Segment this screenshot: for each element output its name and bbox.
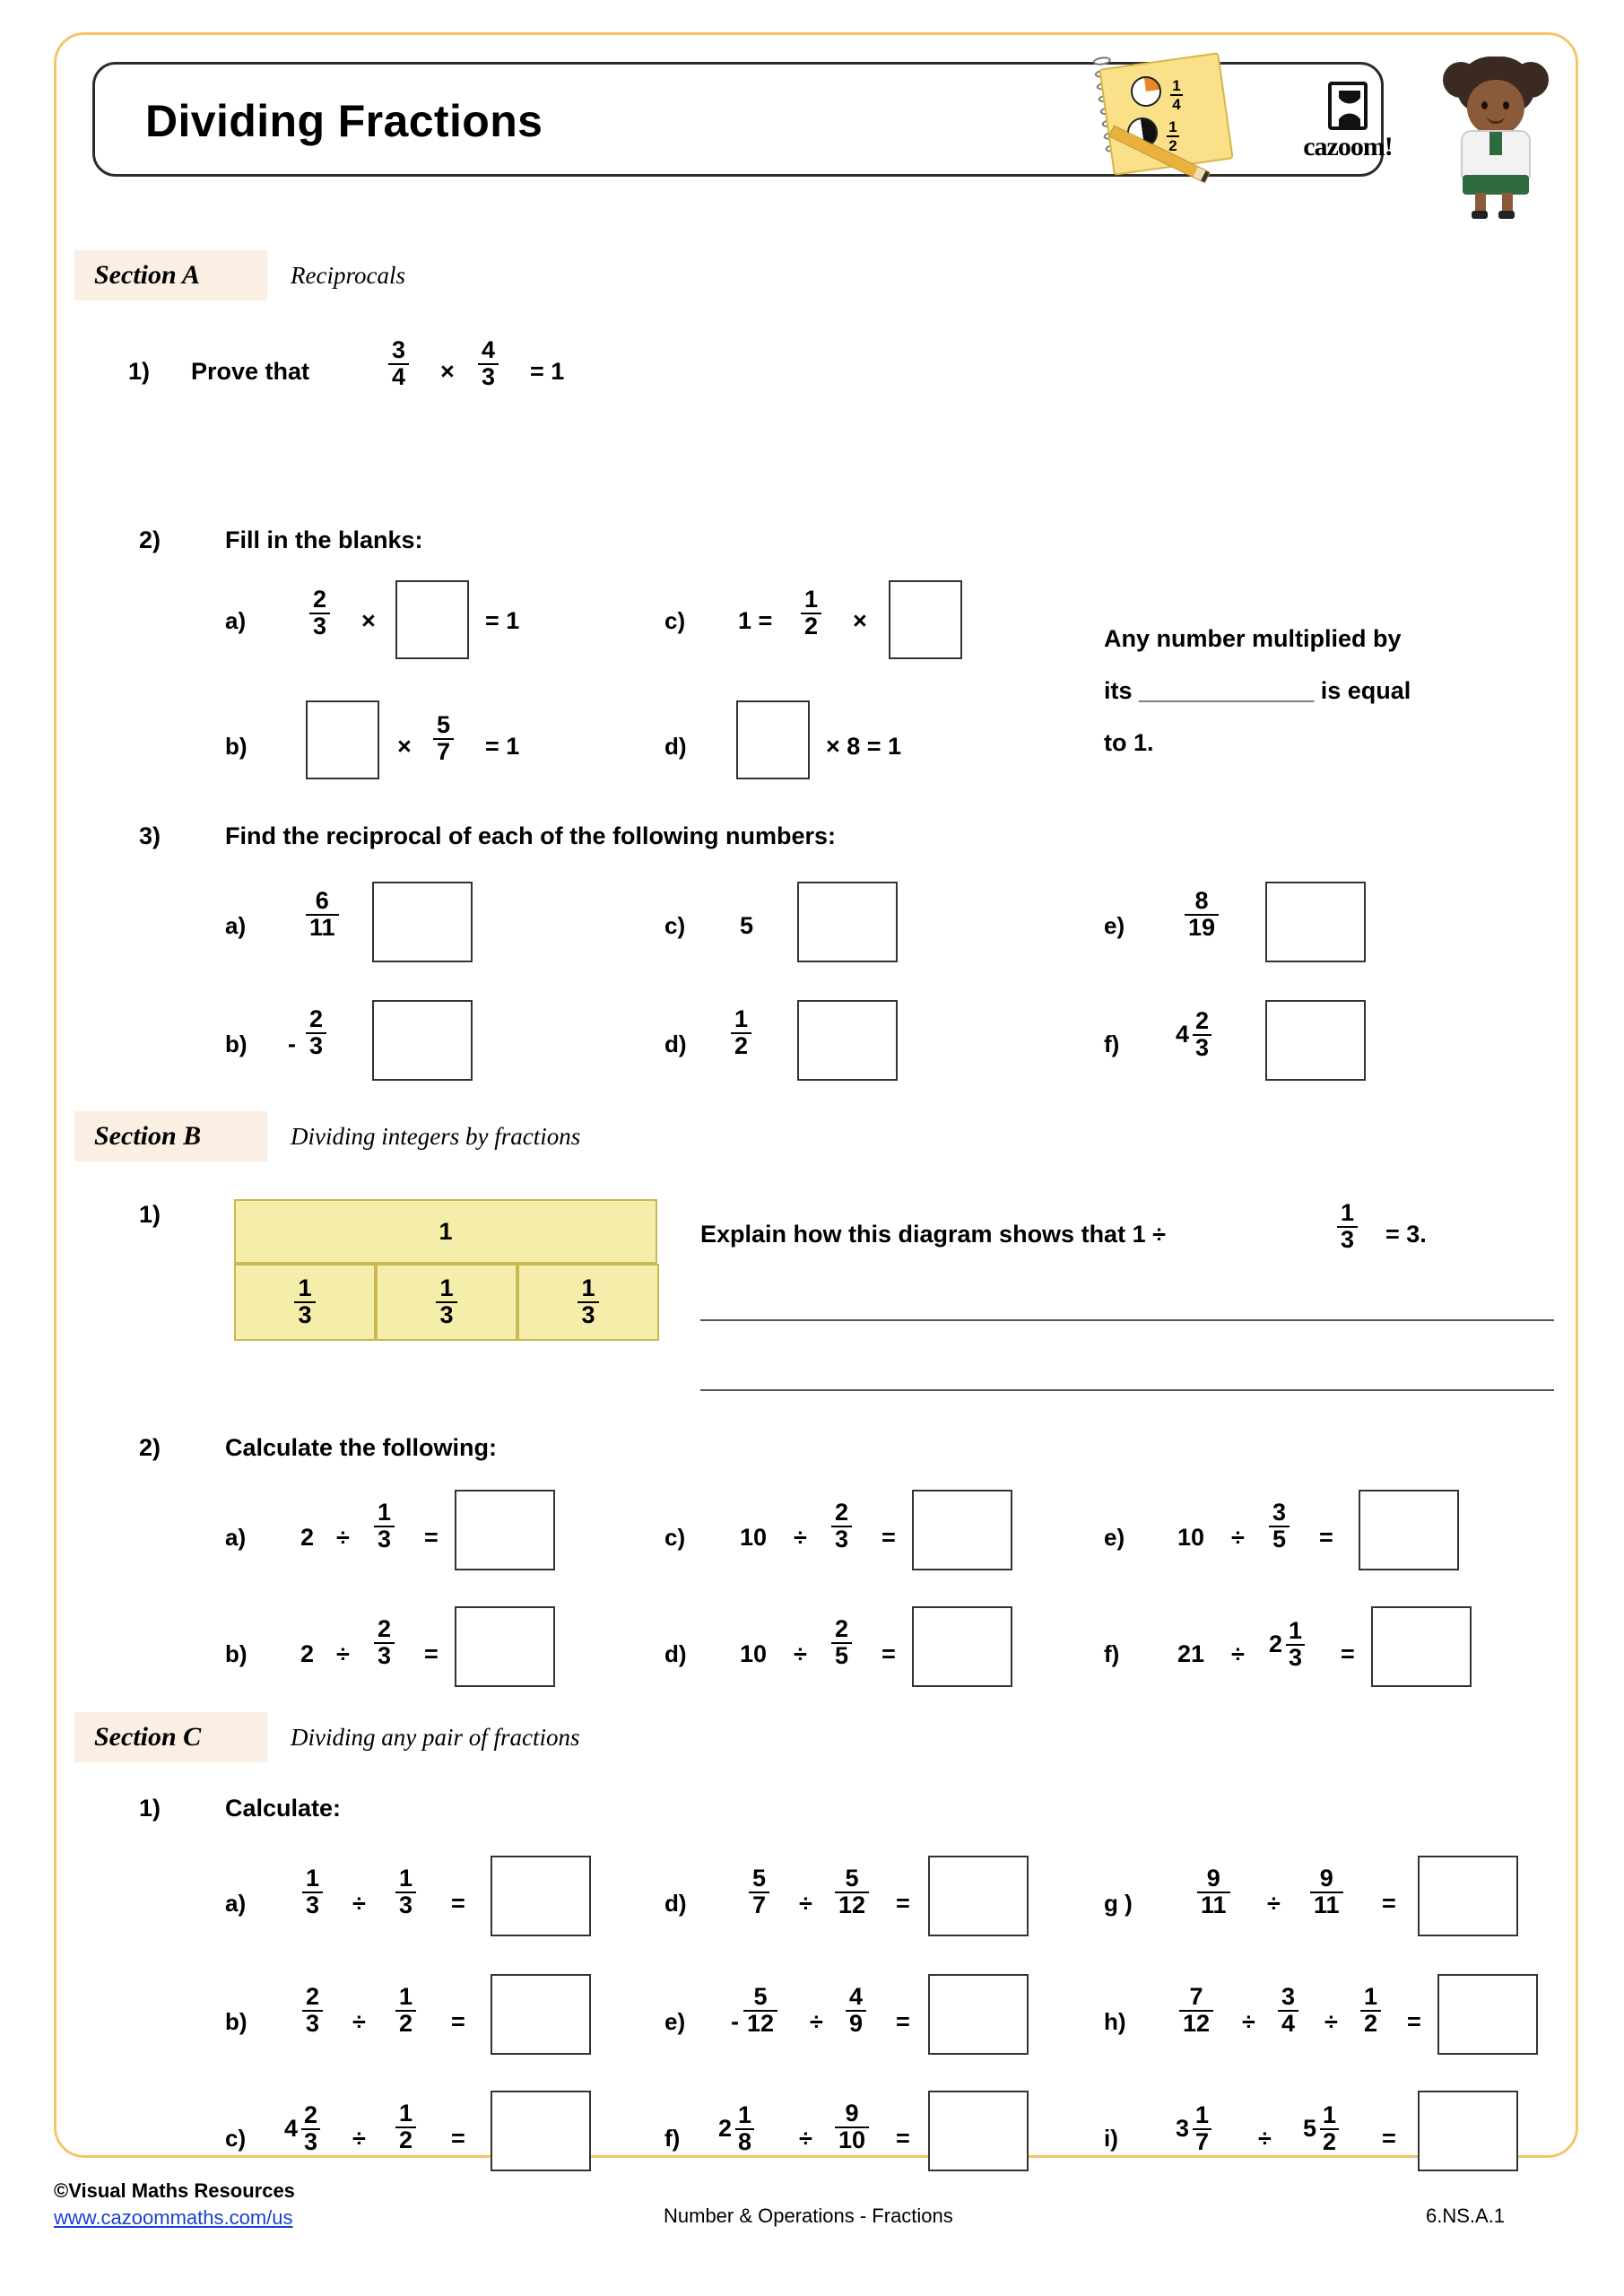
footer-copyright-block xyxy=(54,2179,295,2230)
qc1-number: 1) xyxy=(139,1795,161,1822)
qc1a-fraction-2: $\frac{1}{3}$ xyxy=(395,1866,416,1918)
qb2b-whole: 2 xyxy=(300,1640,315,1667)
qb2f-mixed-number: 2 $\frac{1}{3}$ xyxy=(1269,1619,1305,1670)
qc1g-label: g ) xyxy=(1104,1890,1133,1917)
qc1f-answer-box[interactable] xyxy=(928,2091,1029,2171)
qa2-note-line2: its _____________ is equal xyxy=(1104,677,1411,704)
qa3a-label: a) xyxy=(225,912,247,939)
qb2-text: Calculate the following: xyxy=(225,1434,498,1461)
qa2-number: 2) xyxy=(139,526,161,553)
qc1f-op: ÷ xyxy=(799,2125,812,2152)
qc1b-answer-box[interactable] xyxy=(491,1974,591,2055)
qb2e-whole: 10 xyxy=(1177,1524,1205,1551)
qa2b-answer-box[interactable] xyxy=(306,700,379,779)
qc1h-op: ÷ xyxy=(1242,2008,1255,2035)
qa3b-sign: - xyxy=(288,1031,296,1057)
qc1h-fraction-2: $\frac{3}{4}$ xyxy=(1278,1985,1298,2036)
qc1d-answer-box[interactable] xyxy=(928,1856,1029,1936)
qb2d-label: d) xyxy=(664,1640,687,1667)
section-b-subtitle: Dividing integers by fractions xyxy=(291,1122,581,1150)
qa3d-answer-box[interactable] xyxy=(797,1000,898,1081)
qa2b-equals: = 1 xyxy=(485,733,520,760)
qa2d-op: × 8 = 1 xyxy=(826,733,902,760)
qb2e-answer-box[interactable] xyxy=(1359,1490,1459,1570)
qa1-fraction-1: $\frac{3}{4}$ xyxy=(388,338,409,389)
page-title: Dividing Fractions xyxy=(145,96,543,146)
section-c-header xyxy=(74,1712,1563,1762)
qb2a-fraction: $\frac{1}{3}$ xyxy=(374,1500,395,1552)
qb2f-answer-box[interactable] xyxy=(1371,1606,1472,1687)
qa3-number: 3) xyxy=(139,822,161,849)
qb2e-equals: = xyxy=(1319,1524,1333,1551)
qa2-note-line1: Any number multiplied by xyxy=(1104,625,1402,652)
qa3c-value: 5 xyxy=(740,912,754,939)
qc1d-label: d) xyxy=(664,1890,687,1917)
qc1c-op: ÷ xyxy=(352,2125,366,2152)
qc1a-equals: = xyxy=(451,1890,465,1917)
qb1-prompt-post: = 3. xyxy=(1385,1221,1427,1248)
qa2a-fraction: $\frac{2}{3}$ xyxy=(309,587,330,639)
qc1b-fraction-2: $\frac{1}{2}$ xyxy=(395,1985,416,2036)
qb2-number: 2) xyxy=(139,1434,161,1461)
qa2a-answer-box[interactable] xyxy=(395,580,469,659)
qb1-number: 1) xyxy=(139,1201,161,1228)
qc1h-label: h) xyxy=(1104,2008,1126,2035)
qc1h-equals: = xyxy=(1407,2008,1421,2035)
section-a-tag: Section A xyxy=(74,250,267,300)
qa2b-label: b) xyxy=(225,733,248,760)
footer-copyright: ©Visual Maths Resources xyxy=(54,2179,295,2202)
qb2b-op: ÷ xyxy=(336,1640,350,1667)
hourglass-icon xyxy=(1328,82,1368,130)
qc1b-equals: = xyxy=(451,2008,465,2035)
qc1b-label: b) xyxy=(225,2008,248,2035)
qc1e-answer-box[interactable] xyxy=(928,1974,1029,2055)
qc1h-op2: ÷ xyxy=(1324,2008,1338,2035)
qc1b-fraction-1: $\frac{2}{3}$ xyxy=(302,1985,323,2036)
qc1a-fraction-1: $\frac{1}{3}$ xyxy=(302,1866,323,1918)
qb2f-whole: 21 xyxy=(1177,1640,1205,1667)
qa3a-fraction: $\frac{6}{11}$ xyxy=(306,889,339,940)
footer-website-link[interactable]: www.cazoommaths.com/us xyxy=(54,2206,293,2229)
section-c-subtitle: Dividing any pair of fractions xyxy=(291,1723,580,1751)
qc1d-fraction-2: $\frac{5}{12}$ xyxy=(835,1866,869,1918)
qb2f-label: f) xyxy=(1104,1640,1120,1667)
qb2d-fraction: $\frac{2}{5}$ xyxy=(831,1617,852,1668)
qc1a-answer-box[interactable] xyxy=(491,1856,591,1936)
footer-topic: Number & Operations - Fractions xyxy=(664,2205,953,2227)
qc1i-mixed-number-1: 3 $\frac{1}{7}$ xyxy=(1176,2103,1211,2154)
notepad-fraction-half xyxy=(1167,119,1179,153)
qa2c-op: × xyxy=(853,607,867,634)
qb2b-fraction: $\frac{2}{3}$ xyxy=(374,1617,395,1668)
qc1g-fraction-1: $\frac{9}{11}$ xyxy=(1197,1866,1230,1918)
qb2c-label: c) xyxy=(664,1524,686,1551)
qb2a-op: ÷ xyxy=(336,1524,350,1551)
qb2a-label: a) xyxy=(225,1524,247,1551)
qc1c-answer-box[interactable] xyxy=(491,2091,591,2171)
qc1g-equals: = xyxy=(1382,1890,1396,1917)
qc1c-equals: = xyxy=(451,2125,465,2152)
qc1c-fraction-2: $\frac{1}{2}$ xyxy=(395,2101,416,2152)
qc1g-fraction-2: $\frac{9}{11}$ xyxy=(1310,1866,1343,1918)
qb2c-whole: 10 xyxy=(740,1524,768,1551)
qa3b-label: b) xyxy=(225,1031,248,1057)
qa2b-op: × xyxy=(397,733,412,760)
quarter-denominator: 4 xyxy=(1172,96,1181,113)
qb2b-equals: = xyxy=(424,1640,439,1667)
qc1a-op: ÷ xyxy=(352,1890,366,1917)
qa3a-answer-box[interactable] xyxy=(372,882,473,962)
qa3e-label: e) xyxy=(1104,912,1125,939)
logo-text: cazoom! xyxy=(1303,132,1393,161)
qa1-number: 1) xyxy=(128,358,151,385)
qc1i-mixed-number-2: 5 $\frac{1}{2}$ xyxy=(1303,2103,1339,2154)
diagram-third-cell-3: $\frac{1}{3}$ xyxy=(517,1264,659,1341)
qa3f-answer-box[interactable] xyxy=(1265,1000,1366,1081)
qc1i-label: i) xyxy=(1104,2125,1118,2152)
qc1e-equals: = xyxy=(896,2008,910,2035)
mascot-illustration xyxy=(1437,53,1554,214)
qa2a-equals: = 1 xyxy=(485,607,520,634)
qa3b-answer-box[interactable] xyxy=(372,1000,473,1081)
qa2d-label: d) xyxy=(664,733,687,760)
diagram-third-cell-2: $\frac{1}{3}$ xyxy=(376,1264,517,1341)
qc1c-mixed-number: 4 $\frac{2}{3}$ xyxy=(284,2103,320,2154)
qc1g-answer-box[interactable] xyxy=(1418,1856,1518,1936)
qb2d-whole: 10 xyxy=(740,1640,768,1667)
section-a-subtitle: Reciprocals xyxy=(291,261,405,289)
qa1-times: × xyxy=(440,358,455,385)
qc1f-mixed-number: 2 $\frac{1}{8}$ xyxy=(718,2103,754,2154)
section-b-tag: Section B xyxy=(74,1111,267,1161)
qb2a-equals: = xyxy=(424,1524,439,1551)
qc1d-op: ÷ xyxy=(799,1890,812,1917)
qa3e-answer-box[interactable] xyxy=(1265,882,1366,962)
qc1b-op: ÷ xyxy=(352,2008,366,2035)
qa3f-label: f) xyxy=(1104,1031,1120,1057)
qa1-text: Prove that xyxy=(191,358,310,385)
qa3d-label: d) xyxy=(664,1031,687,1057)
qb1-prompt-fraction: $\frac{1}{3}$ xyxy=(1337,1201,1358,1252)
qc1d-fraction-1: $\frac{5}{7}$ xyxy=(749,1866,769,1918)
qa3e-fraction: $\frac{8}{19}$ xyxy=(1185,889,1219,940)
qb2c-fraction: $\frac{2}{3}$ xyxy=(831,1500,852,1552)
qb1-prompt-pre: Explain how this diagram shows that 1 ÷ xyxy=(700,1221,1166,1248)
footer-standard-code: 6.NS.A.1 xyxy=(1426,2205,1506,2227)
qc1e-fraction-2: $\frac{4}{9}$ xyxy=(846,1985,866,2036)
qb2b-label: b) xyxy=(225,1640,248,1667)
qa2c-label: c) xyxy=(664,607,686,634)
qc1d-equals: = xyxy=(896,1890,910,1917)
qa3-text: Find the reciprocal of each of the following numbers: xyxy=(225,822,837,849)
qb1-answer-line-1[interactable] xyxy=(700,1319,1554,1321)
qc1c-label: c) xyxy=(225,2125,247,2152)
cazoom-logo xyxy=(1276,82,1420,171)
qa2d-answer-box[interactable] xyxy=(736,700,810,779)
diagram-whole-cell: 1 xyxy=(234,1199,657,1264)
qb2c-answer-box[interactable] xyxy=(912,1490,1012,1570)
qa2c-answer-box[interactable] xyxy=(889,580,962,659)
section-b-header xyxy=(74,1111,1563,1161)
qa2c-lead: 1 = xyxy=(738,607,773,634)
qc1e-fraction-1: $\frac{5}{12}$ xyxy=(743,1985,777,2036)
qa2b-fraction: $\frac{5}{7}$ xyxy=(433,713,454,764)
qa2-text: Fill in the blanks: xyxy=(225,526,423,553)
qa2a-op: × xyxy=(361,607,376,634)
qa2a-label: a) xyxy=(225,607,247,634)
qc1e-sign: - xyxy=(731,2008,739,2035)
qc1h-fraction-1: $\frac{7}{12}$ xyxy=(1179,1985,1213,2036)
notepad-icon xyxy=(1088,51,1240,186)
qa2c-fraction: $\frac{1}{2}$ xyxy=(801,587,821,639)
qc1f-label: f) xyxy=(664,2125,681,2152)
qb2d-answer-box[interactable] xyxy=(912,1606,1012,1687)
qc1a-label: a) xyxy=(225,1890,247,1917)
half-numerator: 1 xyxy=(1168,118,1177,135)
qa1-fraction-2: $\frac{4}{3}$ xyxy=(478,338,499,389)
half-denominator: 2 xyxy=(1168,137,1177,154)
qb2f-equals: = xyxy=(1341,1640,1355,1667)
qc1i-equals: = xyxy=(1382,2125,1396,2152)
qa1-equals: = 1 xyxy=(530,358,565,385)
qb2c-equals: = xyxy=(881,1524,896,1551)
qc1e-label: e) xyxy=(664,2008,686,2035)
diagram-third-cell-1: $\frac{1}{3}$ xyxy=(234,1264,376,1341)
qb2e-op: ÷ xyxy=(1231,1524,1245,1551)
qc1i-op: ÷ xyxy=(1258,2125,1272,2152)
qc1f-fraction-2: $\frac{9}{10}$ xyxy=(835,2101,869,2152)
qb2b-answer-box[interactable] xyxy=(455,1606,555,1687)
qa2-note-line3: to 1. xyxy=(1104,729,1154,756)
worksheet-page xyxy=(54,32,1578,2158)
qb2d-op: ÷ xyxy=(794,1640,807,1667)
qc1f-equals: = xyxy=(896,2125,910,2152)
qa3c-label: c) xyxy=(664,912,686,939)
qb2a-answer-box[interactable] xyxy=(455,1490,555,1570)
qb2f-op: ÷ xyxy=(1231,1640,1245,1667)
qa3c-answer-box[interactable] xyxy=(797,882,898,962)
qa3f-mixed-number: 4 $\frac{2}{3}$ xyxy=(1176,1009,1211,1060)
qa3d-fraction: $\frac{1}{2}$ xyxy=(731,1007,751,1058)
qb2d-equals: = xyxy=(881,1640,896,1667)
qc1h-fraction-3: $\frac{1}{2}$ xyxy=(1360,1985,1381,2036)
qc1e-op: ÷ xyxy=(810,2008,823,2035)
quarter-numerator: 1 xyxy=(1172,77,1181,94)
qb2c-op: ÷ xyxy=(794,1524,807,1551)
section-c-tag: Section C xyxy=(74,1712,267,1762)
qb2a-whole: 2 xyxy=(300,1524,315,1551)
qc1-text: Calculate: xyxy=(225,1795,342,1822)
qc1h-answer-box[interactable] xyxy=(1437,1974,1538,2055)
section-a-header xyxy=(74,250,1563,300)
qb2e-label: e) xyxy=(1104,1524,1125,1551)
qa3b-fraction: $\frac{2}{3}$ xyxy=(306,1007,326,1058)
qc1i-answer-box[interactable] xyxy=(1418,2091,1518,2171)
notepad-fraction-quarter xyxy=(1170,78,1183,112)
qb1-answer-line-2[interactable] xyxy=(700,1389,1554,1391)
qc1g-op: ÷ xyxy=(1267,1890,1281,1917)
qb2e-fraction: $\frac{3}{5}$ xyxy=(1269,1500,1290,1552)
